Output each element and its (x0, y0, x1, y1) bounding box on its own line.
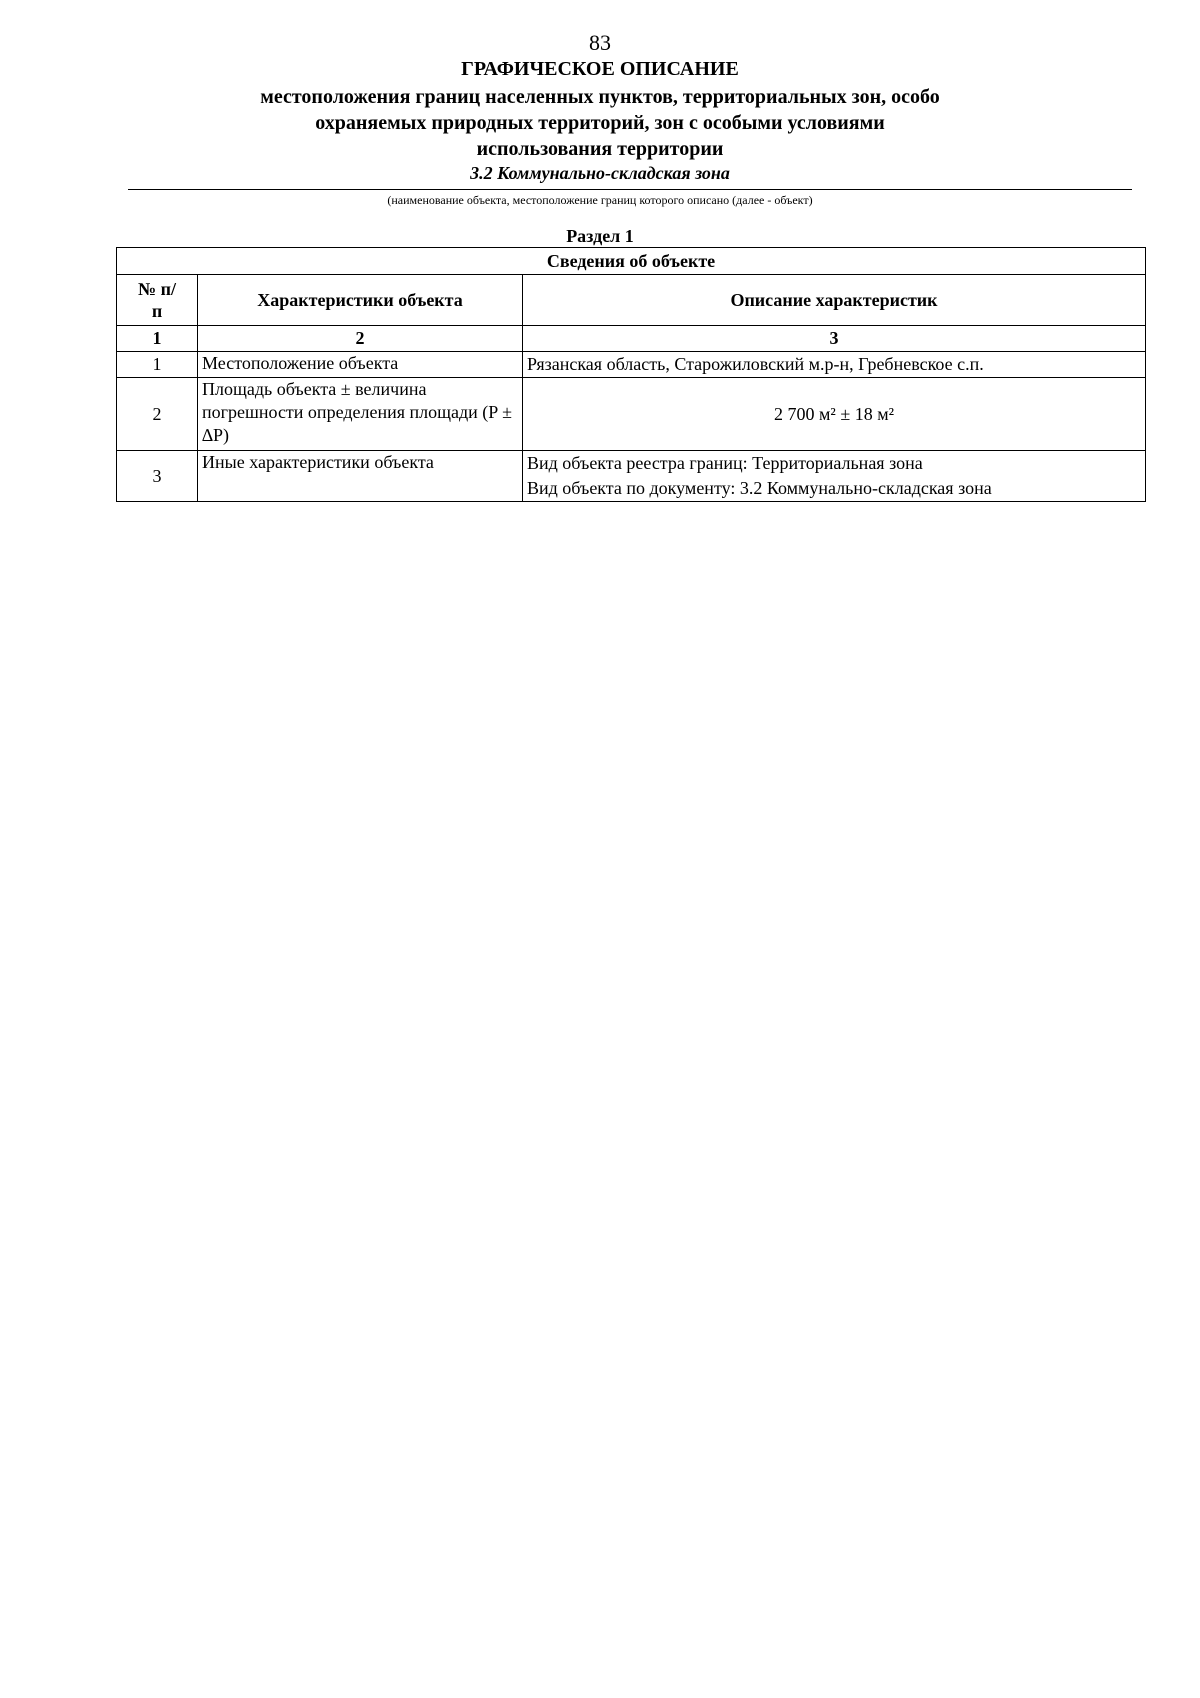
row-description (523, 378, 1146, 451)
table-row (117, 352, 1146, 378)
header-characteristic: Характеристики объекта (198, 275, 523, 326)
object-name-caption: (наименование объекта, местоположение границ которого описано (далее - объект) (387, 193, 813, 207)
table-caption: Сведения об объекте (117, 248, 1146, 275)
object-info-table (116, 247, 1146, 502)
row-characteristic: Иные характеристики объекта (198, 451, 523, 502)
row-number: 2 (117, 378, 198, 451)
section-title: Раздел 1 (566, 226, 634, 246)
page-number: 83 (589, 30, 611, 55)
column-number: 1 (117, 326, 198, 352)
object-name: 3.2 Коммунально-складская зона (470, 163, 730, 183)
table-row (117, 451, 1146, 502)
document-subtitle: местоположения границ населенных пунктов, территориальных зон, особо охраняемых природных территорий, зон с особыми условиями использования территории (260, 86, 940, 160)
table-caption-row (117, 248, 1146, 275)
description-line: Вид объекта реестра границ: Территориальная зона (527, 453, 923, 473)
row-description (523, 352, 1146, 378)
column-number: 3 (523, 326, 1146, 352)
row-description (523, 451, 1146, 502)
description-line: Рязанская область, Старожиловский м.р-н, Гребневское с.п. (527, 354, 984, 374)
table-column-numbers-row (117, 326, 1146, 352)
header-number: № п/п (117, 275, 198, 326)
description-line: 2 700 м² ± 18 м² (774, 403, 894, 424)
row-number: 3 (117, 451, 198, 502)
column-number: 2 (198, 326, 523, 352)
row-number: 1 (117, 352, 198, 378)
row-characteristic: Площадь объекта ± величина погрешности определения площади (P ± ∆P) (198, 378, 523, 451)
document-title: ГРАФИЧЕСКОЕ ОПИСАНИЕ (461, 58, 739, 80)
table-row (117, 378, 1146, 451)
table-header-row (117, 275, 1146, 326)
row-characteristic: Местоположение объекта (198, 352, 523, 378)
header-description: Описание характеристик (523, 275, 1146, 326)
description-line: Вид объекта по документу: 3.2 Коммунально-складская зона (527, 478, 992, 498)
object-name-underline (128, 189, 1132, 190)
